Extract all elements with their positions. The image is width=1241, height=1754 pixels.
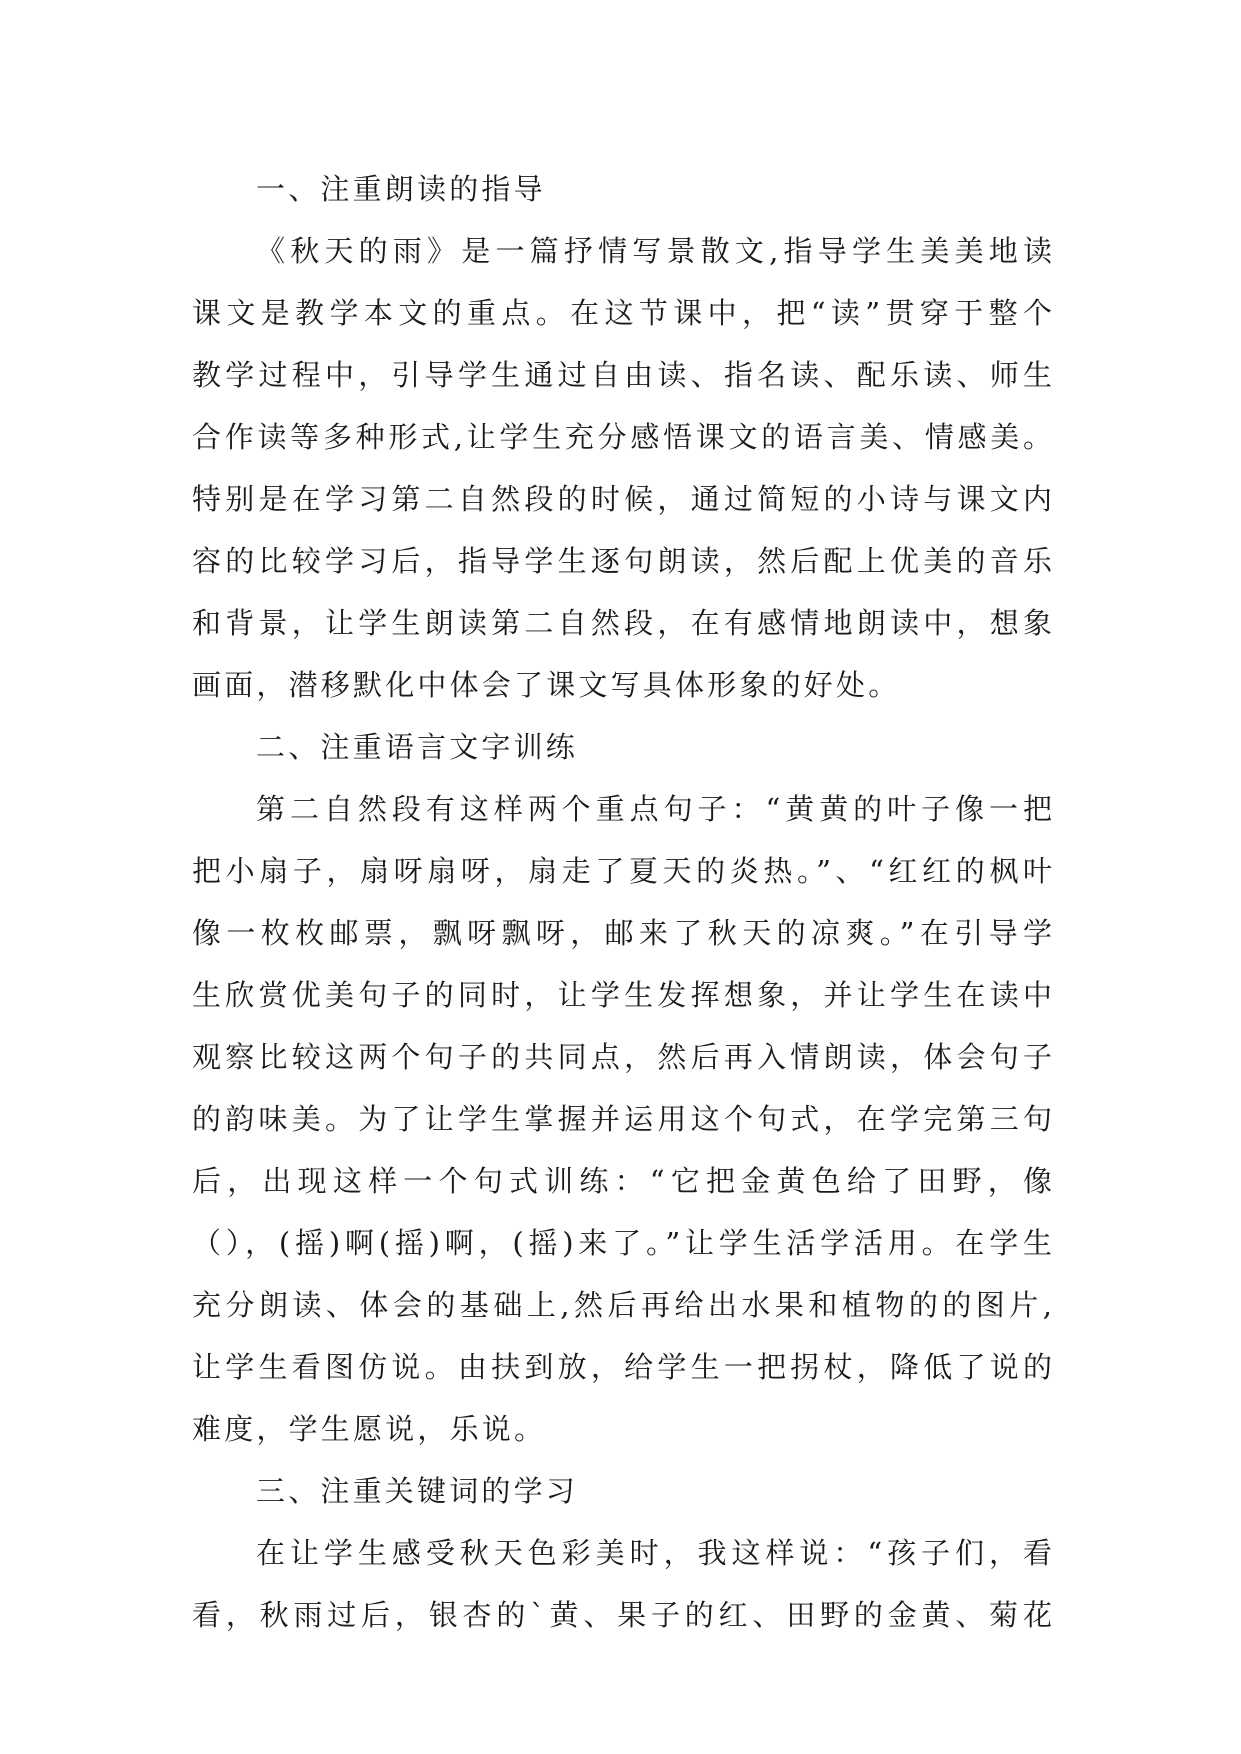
text-line: 生欣赏优美句子的同时，让学生发挥想象，并让学生在读中 <box>192 978 1052 1012</box>
text-line: 画面，潜移默化中体会了课文写具体形象的好处。 <box>192 668 901 702</box>
text-line: 让学生看图仿说。由扶到放，给学生一把拐杖，降低了说的 <box>192 1350 1052 1384</box>
text-line: 第二自然段有这样两个重点句子：“黄黄的叶子像一把 <box>256 792 1052 826</box>
text-line: 像一枚枚邮票，飘呀飘呀，邮来了秋天的凉爽。”在引导学 <box>192 916 1052 950</box>
text-line: 充分朗读、体会的基础上,然后再给出水果和植物的的图片, <box>192 1288 1052 1322</box>
text-line: 难度，学生愿说，乐说。 <box>192 1412 547 1446</box>
text-line: 把小扇子，扇呀扇呀，扇走了夏天的炎热。”、“红红的枫叶 <box>192 854 1052 888</box>
text-line: 看，秋雨过后，银杏的`黄、果子的红、田野的金黄、菊花 <box>192 1598 1052 1632</box>
text-line: 容的比较学习后，指导学生逐句朗读，然后配上优美的音乐 <box>192 544 1052 578</box>
text-line: 合作读等多种形式,让学生充分感悟课文的语言美、情感美。 <box>192 420 1052 454</box>
text-line: 和背景，让学生朗读第二自然段，在有感情地朗读中，想象 <box>192 606 1052 640</box>
document-body <box>192 158 1052 1646</box>
section-heading: 一、注重朗读的指导 <box>256 172 546 206</box>
text-line: 的韵味美。为了让学生掌握并运用这个句式，在学完第三句 <box>192 1102 1052 1136</box>
text-line: 后，出现这样一个句式训练：“它把金黄色给了田野，像 <box>192 1164 1052 1198</box>
text-line: 教学过程中，引导学生通过自由读、指名读、配乐读、师生 <box>192 358 1052 392</box>
text-line: 观察比较这两个句子的共同点，然后再入情朗读，体会句子 <box>192 1040 1052 1074</box>
text-line: （），(摇)啊(摇)啊，(摇)来了。”让学生活学活用。在学生 <box>192 1226 1052 1260</box>
text-line: 课文是教学本文的重点。在这节课中，把“读”贯穿于整个 <box>192 296 1052 330</box>
section-heading: 二、注重语言文字训练 <box>256 730 579 764</box>
section-heading: 三、注重关键词的学习 <box>256 1474 579 1508</box>
text-line: 在让学生感受秋天色彩美时，我这样说：“孩子们，看 <box>256 1536 1052 1570</box>
text-line: 《秋天的雨》是一篇抒情写景散文,指导学生美美地读 <box>256 234 1052 268</box>
text-line: 特别是在学习第二自然段的时候，通过简短的小诗与课文内 <box>192 482 1052 516</box>
